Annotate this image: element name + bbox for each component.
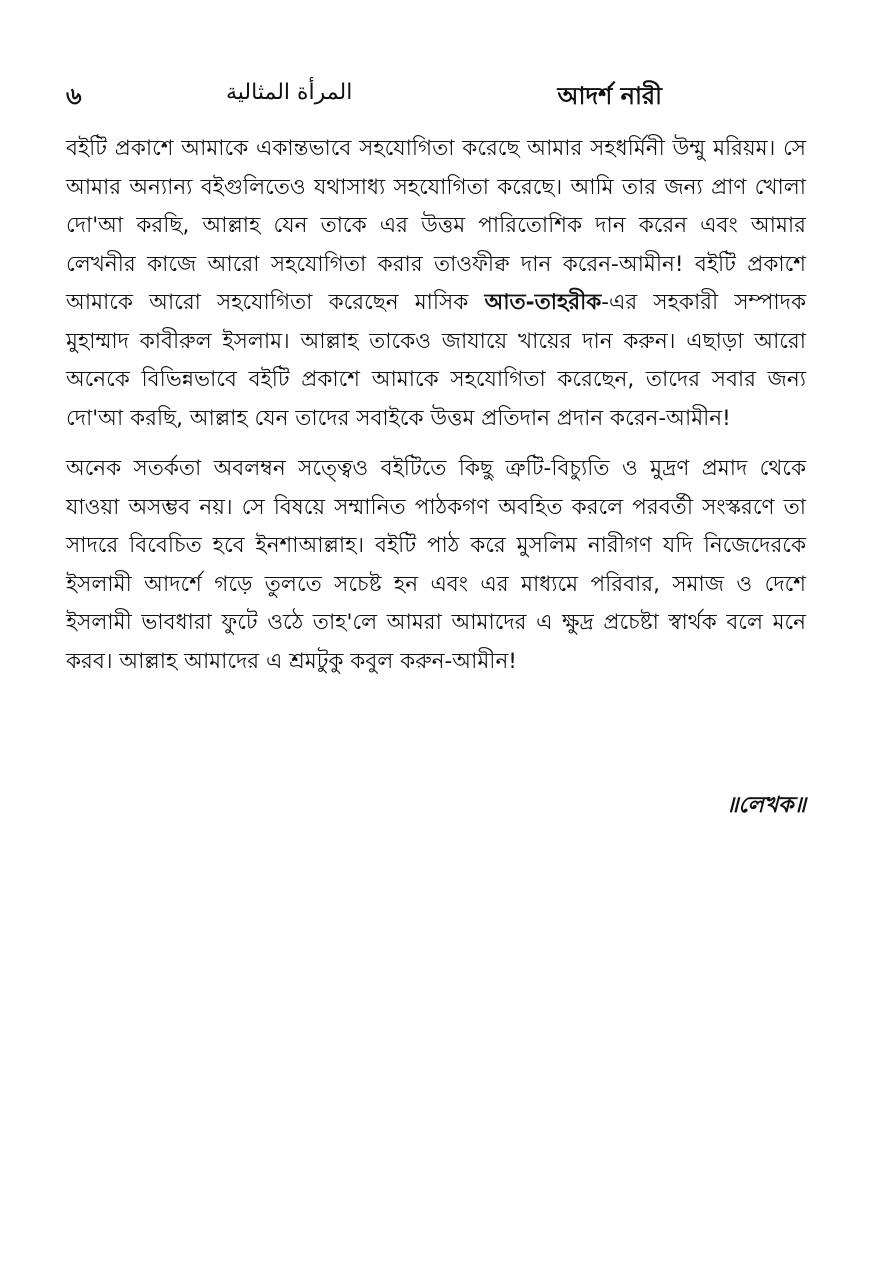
- author-signature: ॥লেখক॥: [725, 793, 806, 818]
- closing-paragraph: অনেক সতর্কতা অবলম্বন সত্ত্বেও বইটিতে কিছু ত্রুটি-বিচ্যুতি ও মুদ্রণ প্রমাদ থেকে যাওয়া অসম্ভব নয়। সে বিষয়ে সম্মানিত পাঠকগণ অবহিত করলে পরবর্তী সংস্করণে তা সাদরে বিবেচিত হবে ইনশাআল্লাহ। বইটি পাঠ করে মুসলিম নারীগণ যদি নিজেদেরকে ইসলামী আদর্শে গড়ে তুলতে সচেষ্ট হন এবং এর মাধ্যমে পরিবার, সমাজ ও দেশে ইসলামী ভাবধারা ফুটে ওঠে তাহ'লে আমরা আমাদের এ ক্ষুদ্র প্রচেষ্টা স্বার্থক বলে মনে করব। আল্লাহ আমাদের এ শ্রমটুকু কবুল করুন-আমীন!: [66, 456, 806, 674]
- page-body: [66, 130, 806, 693]
- magazine-name: আত-তাহরীক: [484, 290, 602, 315]
- arabic-book-title: المرأة المثالية: [226, 80, 353, 105]
- acknowledgement-paragraph: [66, 130, 806, 438]
- paragraph-text-part-2: -এর সহকারী সম্পাদক মুহাম্মাদ কাবীরুল ইসলাম। আল্লাহ তাকেও জাযায়ে খায়ের দান করুন। এছাড়া আরো অনেকে বিভিন্নভাবে বইটি প্রকাশে আমাকে সহযোগিতা করেছেন, তাদের সবার জন্য দো'আ করছি, আল্লাহ যেন তাদের সবাইকে উত্তম প্রতিদান প্রদান করেন-আমীন!: [66, 290, 806, 431]
- page-number: ৬: [66, 82, 82, 110]
- paragraph-text-part-1: বইটি প্রকাশে আমাকে একান্তভাবে সহযোগিতা করেছে আমার সহধর্মিনী উম্মু মরিয়ম। সে আমার অন্যান্য বইগুলিতেও যথাসাধ্য সহযোগিতা করেছে। আমি তার জন্য প্রাণ খোলা দো'আ করছি, আল্লাহ যেন তাকে এর উত্তম পারিতোশিক দান করেন এবং আমার লেখনীর কাজে আরো সহযোগিতা করার তাওফীক্ব দান করেন-আমীন! বইটি প্রকাশে আমাকে আরো সহযোগিতা করেছেন মাসিক: [66, 136, 806, 315]
- page-header: [66, 78, 808, 118]
- bengali-book-title: আদর্শ নারী: [557, 82, 662, 110]
